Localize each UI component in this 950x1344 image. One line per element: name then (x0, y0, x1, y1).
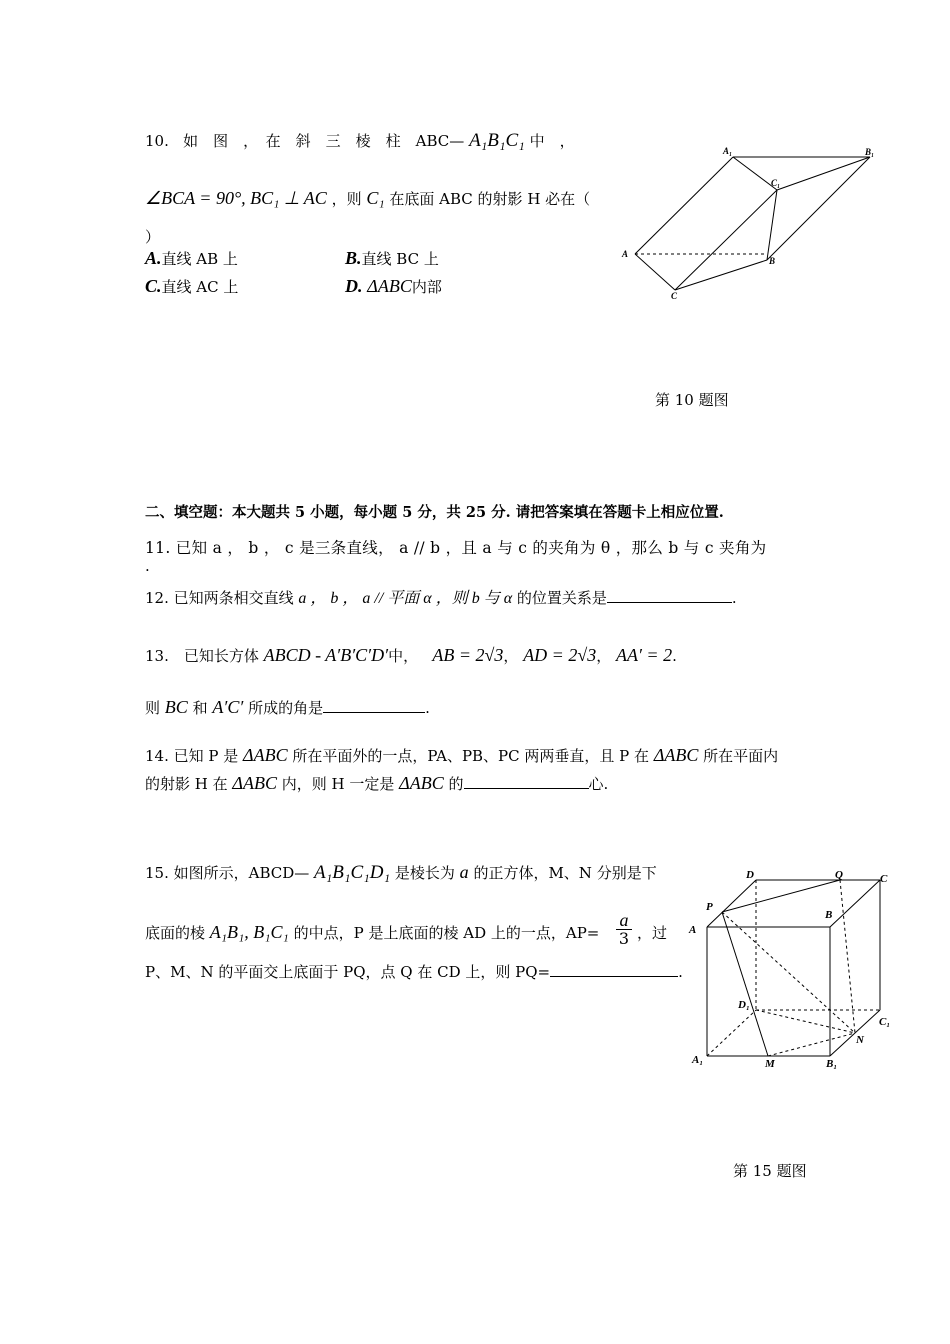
label-p: P (706, 901, 713, 913)
label-b: B (825, 909, 833, 921)
q10-intro: 如 图 ， 在 斜 三 棱 柱 ABC— (183, 132, 465, 150)
q15-line2-tail: ，过 (637, 924, 668, 942)
q15-fraction: a 3 (616, 911, 632, 948)
q12-line: 12. 已知两条相交直线 a ， b ， a // 平面 α ，则 b 与 α 的位置关系是 . (145, 589, 737, 607)
edge-a1a (635, 157, 733, 254)
q10-caption: 第 10 题图 (655, 391, 729, 409)
edge-cb (675, 260, 767, 290)
q11-dot: . (145, 557, 150, 575)
label-m: M (765, 1058, 775, 1070)
q14-answer-blank[interactable] (464, 774, 589, 789)
edge-b1c1 (777, 157, 870, 190)
label-a1: A₁ (692, 1054, 704, 1066)
q10-c1: C₁ (366, 188, 385, 208)
q10-option-a[interactable]: A.直线 AB 上 (145, 248, 238, 268)
q10-option-d[interactable]: D. ΔABC内部 (345, 276, 442, 296)
edge-b1b (767, 157, 870, 260)
q10-figure (615, 140, 885, 310)
label-b: B (769, 256, 776, 266)
q15-answer-blank[interactable] (550, 962, 678, 977)
q10-close-paren: ） (145, 228, 161, 246)
label-d1: D₁ (738, 999, 750, 1011)
label-d: D (746, 869, 754, 881)
q10-line2 (145, 188, 590, 209)
label-b1: B₁ (865, 147, 875, 157)
q10-option-b[interactable]: B.直线 BC 上 (345, 248, 439, 268)
label-b1: B₁ (826, 1058, 838, 1070)
label-c1: C₁ (879, 1016, 891, 1028)
q10-then: ，则 (331, 190, 362, 208)
q15-line2: 底面的棱 A₁B₁, B₁C₁ 的中点，P 是上底面的棱 AD 上的一点，AP= (145, 922, 600, 942)
edge-ac (635, 254, 675, 290)
q10-tail: 在底面 ABC 的射影 H 必在（ (389, 190, 591, 208)
q15-caption: 第 15 题图 (733, 1162, 807, 1180)
q13-line2: 则 BC 和 A′C′ 所成的角是 . (145, 697, 430, 717)
q12-answer-blank[interactable] (607, 588, 732, 603)
q15-line1: 15. 如图所示，ABCD— A₁B₁C₁D₁ 是棱长为 a 的正方体，M、N 分别是下 (145, 862, 657, 883)
q13-answer-blank[interactable] (323, 698, 425, 713)
q10-line1 (145, 130, 575, 152)
label-a: A (689, 924, 697, 936)
q13-line1: 13. 已知长方体 ABCD - A′B′C′D′中， AB = 2√3， AD = 2√3， AA′ = 2. (145, 645, 677, 665)
q10-number: 10. (145, 132, 169, 150)
q10-mid: 中 ， (529, 132, 575, 150)
label-a1: A₁ (723, 146, 733, 156)
edge-c1b (767, 190, 777, 260)
q15-figure (680, 862, 905, 1082)
q10-condition: ∠BCA = 90°, BC₁ ⊥ AC (145, 188, 327, 208)
label-c: C (880, 873, 888, 885)
q15-line3: P、M、N 的平面交上底面于 PQ，点 Q 在 CD 上，则 PQ= . (145, 963, 683, 981)
edge-c1c (675, 190, 777, 290)
q14-line1: 14. 已知 P 是 ΔABC 所在平面外的一点，PA、PB、PC 两两垂直，且 P 在 ΔABC 所在平面内 (145, 745, 779, 765)
q14-line2: 的射影 H 在 ΔABC 内，则 H 一定是 ΔABC 的 心. (145, 773, 609, 793)
label-c1: C₁ (771, 178, 781, 188)
label-q: Q (835, 869, 843, 881)
label-a: A (622, 249, 629, 259)
label-c: C (671, 291, 678, 301)
label-n: N (856, 1034, 864, 1046)
section-heading: 二、填空题：本大题共 5 小题，每小题 5 分，共 25 分. 请把答案填在答题卡上相应位置. (145, 504, 724, 521)
q10-prism: A₁B₁C₁ (469, 130, 525, 151)
q11-line: 11. 已知 a ， b ， c 是三条直线， a // b ，且 a 与 c 的夹角为 θ ，那么 b 与 c 夹角为 (145, 539, 767, 557)
q10-option-c[interactable]: C.直线 AC 上 (145, 276, 239, 296)
